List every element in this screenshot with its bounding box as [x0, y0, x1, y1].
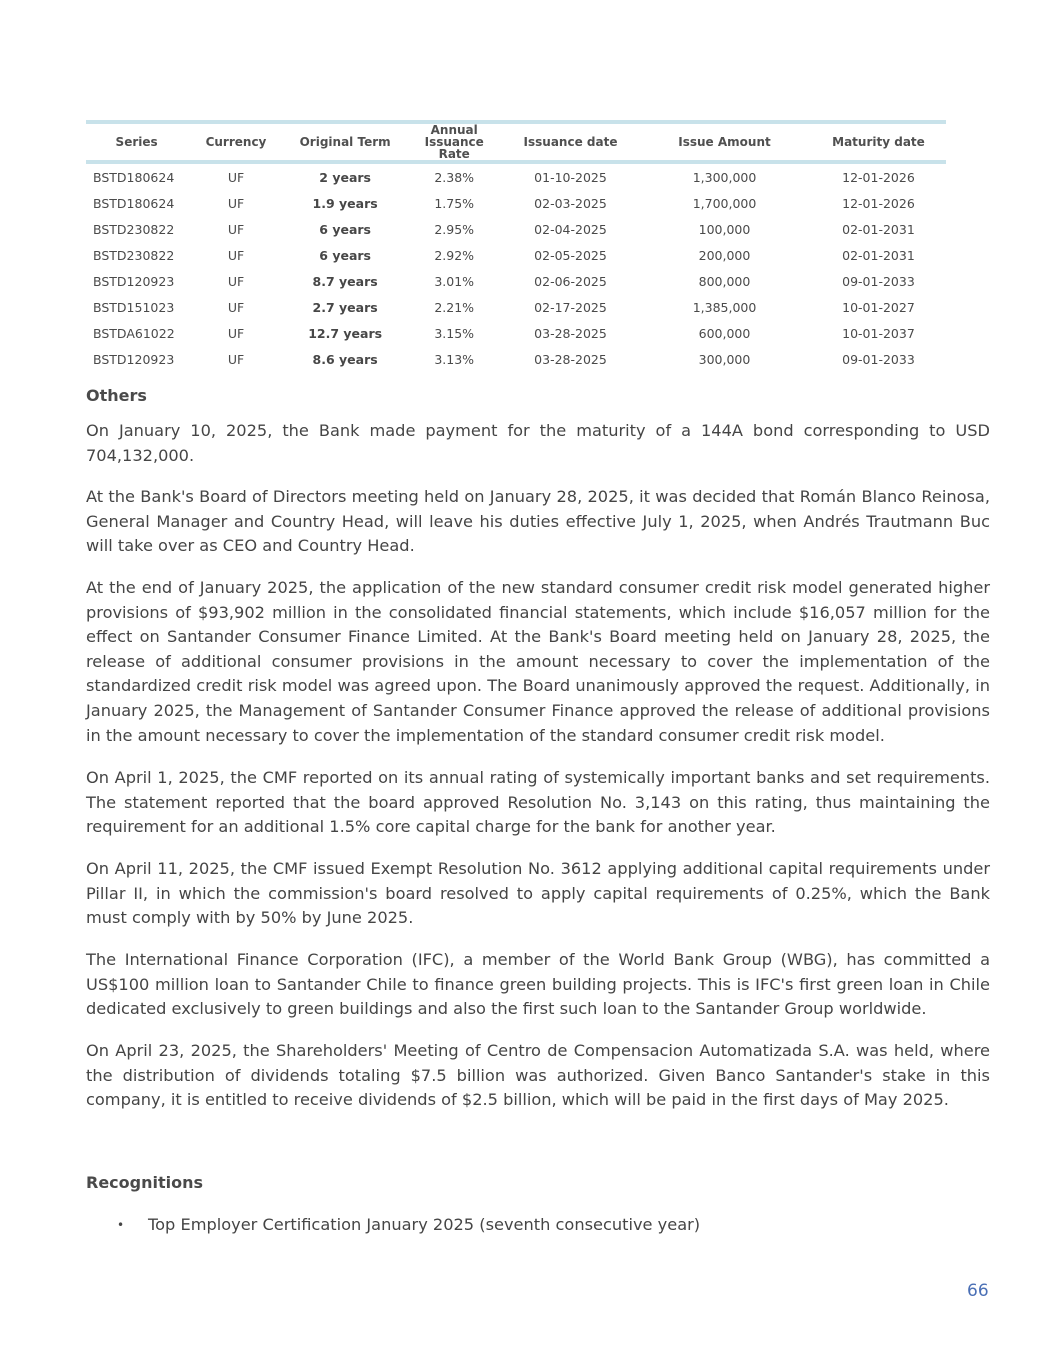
cell-issuance-date: 03-28-2025 — [534, 325, 607, 341]
cell-original-term: 8.7 years — [312, 273, 378, 289]
cell-original-term: 6 years — [319, 221, 371, 237]
table-row — [86, 294, 946, 320]
cell-maturity-date: 12-01-2026 — [842, 195, 915, 211]
others-paragraph: On January 10, 2025, the Bank made payment for the maturity of a 144A bond corresponding to USD 704,132,000. — [86, 421, 990, 465]
cell-rate: 2.95% — [434, 221, 475, 237]
cell-currency: UF — [227, 195, 245, 211]
header-maturity-date: Maturity date — [832, 135, 925, 149]
cell-series: BSTD151023 — [93, 299, 175, 315]
cell-original-term: 8.6 years — [312, 351, 378, 367]
cell-maturity-date: 09-01-2033 — [842, 273, 915, 289]
header-issuance-date: Issuance date — [523, 135, 618, 149]
cell-maturity-date: 02-01-2031 — [842, 221, 915, 237]
cell-maturity-date: 12-01-2026 — [842, 169, 915, 185]
cell-rate: 2.21% — [434, 299, 475, 315]
header-annual-issuance-rate — [405, 122, 503, 162]
table-row — [86, 346, 946, 372]
others-paragraph: The International Finance Corporation (IFC), a member of the World Bank Group (WBG), has committed a US$100 million loan to Santander Chile to finance green building projects. This is IFC's first green loan in Chile dedicated exclusively to green buildings and also the first such loan to the Santander Group worldwide. — [86, 950, 990, 1019]
cell-maturity-date: 09-01-2033 — [842, 351, 915, 367]
cell-series: BSTDA61022 — [93, 325, 175, 341]
cell-issue-amount: 800,000 — [698, 273, 751, 289]
cell-series: BSTD120923 — [93, 351, 175, 367]
cell-currency: UF — [227, 247, 245, 263]
page-number: 66 — [967, 1281, 989, 1301]
recognitions-list — [86, 1213, 700, 1237]
others-paragraph: On April 1, 2025, the CMF reported on its annual rating of systemically important banks and set requirements. The statement reported that the board approved Resolution No. 3,143 on this rating, thus maintaining the requirement for an additional 1.5% core capital charge for the bank for another year. — [86, 768, 990, 837]
others-paragraph: At the end of January 2025, the application of the new standard consumer credit risk model generated higher provisions of $93,902 million in the consolidated financial statements, which include $16,057 million for the effect on Santander Consumer Finance Limited. At the Bank's Board meeting held on January 28, 2025, the release of additional consumer provisions in the amount necessary to cover the implementation of the standardized credit risk model was agreed upon. The Board unanimously approved the request. Additionally, in January 2025, the Management of Santander Consumer Finance approved the release of additional provisions in the amount necessary to cover the implementation of the standard consumer credit risk model. — [86, 578, 990, 745]
cell-issuance-date: 01-10-2025 — [534, 169, 607, 185]
recognitions-heading: Recognitions — [86, 1173, 204, 1192]
cell-currency: UF — [227, 273, 245, 289]
cell-maturity-date: 02-01-2031 — [842, 247, 915, 263]
cell-currency: UF — [227, 169, 245, 185]
table-row — [86, 190, 946, 216]
cell-series: BSTD180624 — [93, 169, 175, 185]
cell-issuance-date: 02-17-2025 — [534, 299, 607, 315]
cell-maturity-date: 10-01-2027 — [842, 299, 915, 315]
cell-currency: UF — [227, 221, 245, 237]
cell-rate: 2.38% — [434, 169, 475, 185]
cell-issuance-date: 02-05-2025 — [534, 247, 607, 263]
cell-series: BSTD230822 — [93, 247, 175, 263]
others-paragraph: At the Bank's Board of Directors meeting held on January 28, 2025, it was decided that Román Blanco Reinosa, General Manager and Country Head, will leave his duties effective July 1, 2025, when Andrés Trautmann Buc will take over as CEO and Country Head. — [86, 487, 990, 556]
cell-rate: 3.01% — [434, 273, 475, 289]
list-item — [86, 1213, 700, 1237]
cell-original-term: 1.9 years — [312, 195, 378, 211]
cell-issue-amount: 1,385,000 — [692, 299, 757, 315]
cell-rate: 1.75% — [434, 195, 475, 211]
cell-issue-amount: 200,000 — [698, 247, 751, 263]
header-original-term: Original Term — [299, 135, 391, 149]
cell-issuance-date: 02-04-2025 — [534, 221, 607, 237]
cell-maturity-date: 10-01-2037 — [842, 325, 915, 341]
cell-rate: 3.13% — [434, 351, 475, 367]
cell-currency: UF — [227, 351, 245, 367]
list-item-text: Top Employer Certification January 2025 (seventh consecutive year) — [148, 1215, 701, 1234]
cell-issue-amount: 300,000 — [698, 351, 751, 367]
header-issue-amount: Issue Amount — [678, 135, 771, 149]
others-paragraph: On April 23, 2025, the Shareholders' Meeting of Centro de Compensacion Automatizada S.A. was held, where the distribution of dividends totaling $7.5 billion was authorized. Given Banco Santander's stake in this company, it is entitled to receive dividends of $2.5 billion, which will be paid in the first days of May 2025. — [86, 1041, 990, 1110]
bond-issuance-table — [86, 120, 946, 372]
cell-currency: UF — [227, 299, 245, 315]
cell-rate: 2.92% — [434, 247, 475, 263]
cell-issue-amount: 100,000 — [698, 221, 751, 237]
cell-issuance-date: 02-06-2025 — [534, 273, 607, 289]
header-series: Series — [115, 135, 158, 149]
cell-rate: 3.15% — [434, 325, 475, 341]
bullet-icon: • — [117, 1218, 125, 1232]
header-currency: Currency — [205, 135, 267, 149]
header-rate-line2: Rate — [438, 147, 470, 161]
cell-original-term: 6 years — [319, 247, 371, 263]
table-row — [86, 216, 946, 242]
table-row — [86, 268, 946, 294]
table-row — [86, 320, 946, 346]
others-paragraph: On April 11, 2025, the CMF issued Exempt Resolution No. 3612 applying additional capital requirements under Pillar II, in which the commission's board resolved to apply capital requirements of 0.25%, which the Bank must comply with by 50% by June 2025. — [86, 859, 990, 928]
cell-issue-amount: 1,300,000 — [692, 169, 757, 185]
cell-issue-amount: 600,000 — [698, 325, 751, 341]
table-row — [86, 162, 946, 190]
header-rate-line1: Annual Issuance — [424, 123, 484, 149]
cell-issuance-date: 03-28-2025 — [534, 351, 607, 367]
cell-series: BSTD120923 — [93, 273, 175, 289]
table-row — [86, 242, 946, 268]
cell-series: BSTD180624 — [93, 195, 175, 211]
cell-original-term: 12.7 years — [308, 325, 383, 341]
cell-issue-amount: 1,700,000 — [692, 195, 757, 211]
cell-original-term: 2 years — [319, 169, 371, 185]
others-heading: Others — [86, 386, 147, 405]
table-header-row — [86, 122, 946, 162]
cell-issuance-date: 02-03-2025 — [534, 195, 607, 211]
cell-original-term: 2.7 years — [312, 299, 378, 315]
cell-currency: UF — [227, 325, 245, 341]
cell-series: BSTD230822 — [93, 221, 175, 237]
